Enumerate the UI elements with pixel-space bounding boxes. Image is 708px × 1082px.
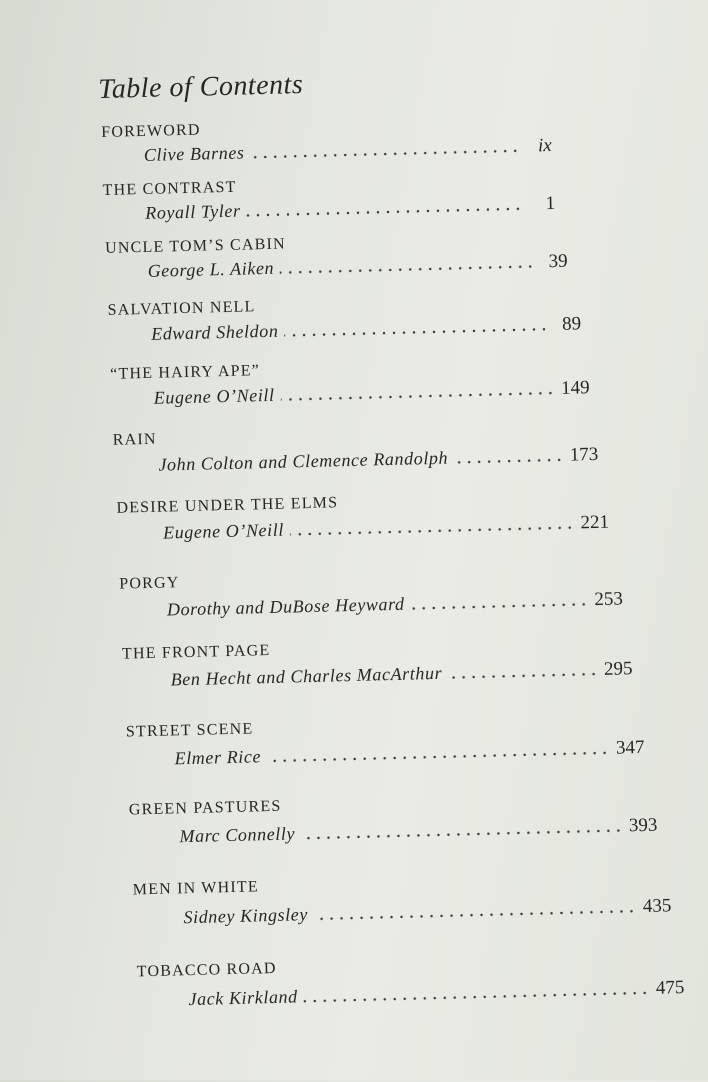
dot-leader bbox=[304, 991, 650, 1003]
dot-leader bbox=[301, 828, 623, 840]
entry-title: MEN IN WHITE bbox=[132, 878, 260, 899]
dot-leader bbox=[280, 264, 536, 274]
entry-title: GREEN PASTURES bbox=[128, 797, 282, 819]
entry-title: THE CONTRAST bbox=[102, 178, 237, 199]
toc-entry-rain bbox=[9, 417, 708, 475]
entry-author-line bbox=[163, 512, 609, 545]
entry-author-line bbox=[179, 815, 657, 849]
entry-author-line bbox=[167, 588, 623, 621]
entry-author: Ben Hecht and Charles MacArthur bbox=[170, 662, 443, 690]
entry-page-number: 253 bbox=[594, 588, 624, 611]
entry-author-line bbox=[158, 444, 598, 477]
entry-title: FOREWORD bbox=[101, 121, 201, 141]
dot-leader bbox=[284, 327, 549, 337]
entry-title: “THE HAIRY APE” bbox=[109, 362, 261, 383]
entry-title: STREET SCENE bbox=[125, 720, 254, 741]
entry-author: Elmer Rice bbox=[174, 746, 262, 769]
toc-entry-green-pastures bbox=[18, 787, 708, 847]
entry-author: George L. Aiken bbox=[147, 257, 275, 281]
entry-author: Marc Connelly bbox=[179, 823, 296, 847]
entry-author-line bbox=[151, 313, 581, 345]
entry-page-number: 89 bbox=[561, 313, 582, 335]
entry-title: PORGY bbox=[119, 574, 180, 593]
entry-author: Dorothy and DuBose Heyward bbox=[166, 593, 405, 620]
toc-entry-salvation-nell bbox=[5, 287, 708, 344]
entry-author-line bbox=[145, 193, 555, 225]
entry-author-line bbox=[183, 895, 671, 929]
toc-entry-the-front-page bbox=[14, 631, 708, 690]
page-title: Table of Contents bbox=[97, 69, 304, 106]
entry-page-number: 475 bbox=[655, 976, 685, 999]
entry-author-line bbox=[170, 658, 632, 691]
entry-title: TOBACCO ROAD bbox=[136, 959, 277, 981]
entry-author: Jack Kirkland bbox=[188, 986, 298, 1010]
dot-leader bbox=[454, 458, 564, 465]
entry-page-number: 1 bbox=[545, 192, 556, 215]
entry-author-line bbox=[144, 135, 552, 167]
entry-page-number: 39 bbox=[548, 250, 568, 273]
entry-author: Clive Barnes bbox=[143, 142, 245, 165]
entry-title: SALVATION NELL bbox=[107, 298, 256, 319]
entry-page-number: 435 bbox=[642, 895, 672, 917]
entry-title: RAIN bbox=[112, 430, 157, 449]
toc-entry-street-scene bbox=[16, 709, 708, 769]
entry-author: John Colton and Clemence Randolph bbox=[158, 447, 449, 475]
entry-title: DESIRE UNDER THE ELMS bbox=[116, 494, 339, 517]
toc-entry-tobacco-road bbox=[22, 949, 708, 1010]
entry-page-number: 173 bbox=[569, 443, 599, 466]
dot-leader bbox=[267, 751, 610, 763]
entry-author-line bbox=[188, 977, 684, 1011]
entry-author-line bbox=[147, 251, 567, 283]
entry-author: Eugene O’Neill bbox=[153, 384, 275, 408]
entry-author: Royall Tyler bbox=[145, 200, 241, 223]
entry-page-number: 149 bbox=[560, 377, 590, 399]
dot-leader bbox=[247, 207, 524, 218]
toc-entry-men-in-white bbox=[20, 867, 708, 928]
dot-leader bbox=[411, 602, 589, 610]
entry-author: Eugene O’Neill bbox=[162, 519, 285, 543]
entry-author: Sidney Kingsley bbox=[183, 904, 309, 928]
dot-leader bbox=[251, 149, 520, 160]
entry-title: THE FRONT PAGE bbox=[121, 642, 271, 663]
entry-page-number: 347 bbox=[615, 736, 645, 759]
entry-page-number: 221 bbox=[580, 511, 610, 534]
toc-entry-desire-under-the-elms bbox=[10, 485, 708, 543]
toc-entry-the-hairy-ape bbox=[7, 351, 708, 408]
entry-author-line bbox=[174, 737, 644, 770]
dot-leader bbox=[448, 672, 598, 680]
entry-title: UNCLE TOM’S CABIN bbox=[104, 235, 286, 257]
toc-entry-foreword bbox=[1, 109, 708, 165]
entry-page-number: 393 bbox=[628, 814, 658, 837]
toc-entry-porgy bbox=[12, 561, 708, 620]
entry-author-line bbox=[154, 377, 590, 410]
dot-leader bbox=[281, 391, 556, 402]
entry-author: Edward Sheldon bbox=[150, 320, 279, 344]
entry-page-number: 295 bbox=[603, 658, 633, 680]
toc-entry-uncle-toms-cabin bbox=[4, 225, 708, 281]
entry-page-number: ix bbox=[537, 134, 552, 157]
dot-leader bbox=[314, 909, 637, 921]
toc-entry-the-contrast bbox=[3, 167, 708, 223]
dot-leader bbox=[290, 526, 575, 537]
